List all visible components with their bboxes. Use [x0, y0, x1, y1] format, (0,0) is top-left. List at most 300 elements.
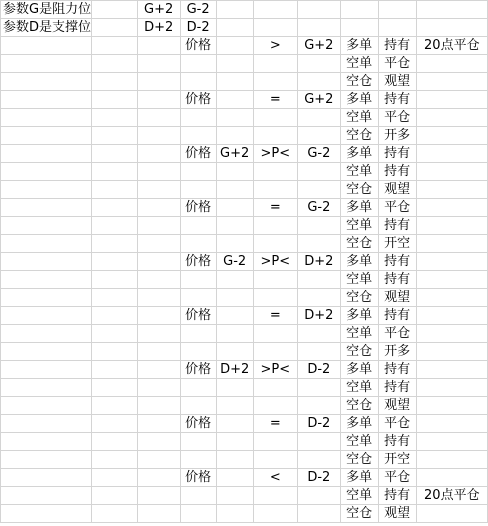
- table-row: [1, 307, 488, 325]
- cell[interactable]: [137, 73, 180, 91]
- cell[interactable]: [216, 163, 253, 181]
- cell[interactable]: [298, 505, 341, 523]
- cell[interactable]: [180, 235, 216, 253]
- cell[interactable]: [416, 397, 487, 415]
- cell[interactable]: [92, 163, 138, 181]
- cell[interactable]: [180, 109, 216, 127]
- cell[interactable]: [1, 55, 92, 73]
- cell[interactable]: [1, 271, 92, 289]
- cell[interactable]: G+2: [216, 145, 253, 163]
- cell[interactable]: [253, 289, 297, 307]
- cell[interactable]: [416, 199, 487, 217]
- cell[interactable]: [378, 1, 416, 19]
- cell[interactable]: [416, 91, 487, 109]
- cell[interactable]: [216, 271, 253, 289]
- cell[interactable]: [298, 397, 341, 415]
- table-row: [1, 325, 488, 343]
- cell[interactable]: [92, 181, 138, 199]
- cell[interactable]: G+2: [137, 1, 180, 19]
- cell[interactable]: D-2: [298, 415, 341, 433]
- cell[interactable]: [1, 37, 92, 55]
- cell[interactable]: [216, 379, 253, 397]
- cell[interactable]: 观望: [378, 289, 416, 307]
- cell[interactable]: [180, 325, 216, 343]
- cell[interactable]: 多单: [340, 253, 378, 271]
- cell[interactable]: [1, 91, 92, 109]
- cell[interactable]: [137, 289, 180, 307]
- cell[interactable]: [216, 397, 253, 415]
- cell[interactable]: [340, 19, 378, 37]
- cell[interactable]: [216, 91, 253, 109]
- cell[interactable]: [416, 145, 487, 163]
- cell[interactable]: [137, 307, 180, 325]
- cell[interactable]: [253, 397, 297, 415]
- cell[interactable]: [137, 505, 180, 523]
- cell[interactable]: =: [253, 307, 297, 325]
- cell[interactable]: [253, 505, 297, 523]
- cell[interactable]: [298, 271, 341, 289]
- cell[interactable]: [92, 343, 138, 361]
- cell[interactable]: [137, 451, 180, 469]
- cell[interactable]: G-2: [298, 145, 341, 163]
- cell[interactable]: [137, 469, 180, 487]
- cell[interactable]: [216, 451, 253, 469]
- cell[interactable]: [298, 217, 341, 235]
- cell[interactable]: [92, 253, 138, 271]
- cell[interactable]: 持有: [378, 253, 416, 271]
- cell[interactable]: 开空: [378, 235, 416, 253]
- cell[interactable]: [180, 217, 216, 235]
- cell[interactable]: [216, 433, 253, 451]
- cell[interactable]: [92, 289, 138, 307]
- cell[interactable]: [1, 325, 92, 343]
- cell[interactable]: [137, 181, 180, 199]
- cell[interactable]: [216, 127, 253, 145]
- cell[interactable]: 价格: [180, 415, 216, 433]
- cell[interactable]: 观望: [378, 181, 416, 199]
- cell[interactable]: [180, 433, 216, 451]
- cell[interactable]: 持有: [378, 361, 416, 379]
- cell[interactable]: 价格: [180, 91, 216, 109]
- cell[interactable]: [253, 127, 297, 145]
- cell[interactable]: 平仓: [378, 109, 416, 127]
- cell[interactable]: [253, 73, 297, 91]
- cell[interactable]: [92, 379, 138, 397]
- cell[interactable]: [416, 73, 487, 91]
- cell[interactable]: D-2: [298, 469, 341, 487]
- cell[interactable]: [253, 451, 297, 469]
- cell[interactable]: 价格: [180, 307, 216, 325]
- cell[interactable]: 多单: [340, 91, 378, 109]
- cell[interactable]: 空单: [340, 271, 378, 289]
- cell[interactable]: [1, 433, 92, 451]
- cell[interactable]: [92, 55, 138, 73]
- table-row: [1, 145, 488, 163]
- table-row: [1, 451, 488, 469]
- cell[interactable]: [416, 469, 487, 487]
- cell[interactable]: [298, 55, 341, 73]
- cell[interactable]: [92, 73, 138, 91]
- cell[interactable]: 空仓: [340, 397, 378, 415]
- cell[interactable]: 持有: [378, 37, 416, 55]
- cell[interactable]: 空单: [340, 163, 378, 181]
- cell[interactable]: [137, 37, 180, 55]
- cell[interactable]: [92, 451, 138, 469]
- cell[interactable]: [416, 109, 487, 127]
- cell[interactable]: G-2: [180, 1, 216, 19]
- cell[interactable]: 空仓: [340, 235, 378, 253]
- cell[interactable]: 空仓: [340, 181, 378, 199]
- cell[interactable]: [216, 73, 253, 91]
- cell[interactable]: 平仓: [378, 325, 416, 343]
- cell[interactable]: =: [253, 415, 297, 433]
- cell[interactable]: [180, 487, 216, 505]
- cell[interactable]: 参数G是阻力位: [1, 1, 92, 19]
- cell[interactable]: [416, 181, 487, 199]
- cell[interactable]: [253, 217, 297, 235]
- cell[interactable]: <: [253, 469, 297, 487]
- cell[interactable]: [1, 181, 92, 199]
- cell[interactable]: [216, 19, 253, 37]
- cell[interactable]: [253, 343, 297, 361]
- cell[interactable]: [298, 1, 341, 19]
- cell[interactable]: [416, 235, 487, 253]
- cell[interactable]: [92, 505, 138, 523]
- cell[interactable]: 持有: [378, 307, 416, 325]
- cell[interactable]: [216, 217, 253, 235]
- cell[interactable]: [298, 163, 341, 181]
- cell[interactable]: 20点平仓: [416, 487, 487, 505]
- cell[interactable]: G+2: [298, 37, 341, 55]
- cell[interactable]: 价格: [180, 253, 216, 271]
- cell[interactable]: [92, 487, 138, 505]
- cell[interactable]: [92, 325, 138, 343]
- cell[interactable]: [137, 163, 180, 181]
- cell[interactable]: [137, 379, 180, 397]
- cell[interactable]: [180, 397, 216, 415]
- cell[interactable]: [1, 505, 92, 523]
- cell[interactable]: [253, 55, 297, 73]
- cell[interactable]: [216, 415, 253, 433]
- cell[interactable]: 多单: [340, 145, 378, 163]
- cell[interactable]: [137, 415, 180, 433]
- cell[interactable]: [92, 37, 138, 55]
- cell[interactable]: [1, 163, 92, 181]
- cell[interactable]: [216, 487, 253, 505]
- cell[interactable]: >: [253, 37, 297, 55]
- cell[interactable]: [416, 379, 487, 397]
- cell[interactable]: [92, 1, 138, 19]
- cell[interactable]: [180, 271, 216, 289]
- cell[interactable]: [298, 379, 341, 397]
- cell[interactable]: [1, 307, 92, 325]
- cell[interactable]: [416, 451, 487, 469]
- table-row: [1, 253, 488, 271]
- cell[interactable]: 观望: [378, 505, 416, 523]
- table-row: [1, 55, 488, 73]
- cell[interactable]: [416, 1, 487, 19]
- cell[interactable]: [253, 1, 297, 19]
- cell[interactable]: [216, 1, 253, 19]
- cell[interactable]: [92, 307, 138, 325]
- cell[interactable]: [92, 415, 138, 433]
- cell[interactable]: [416, 127, 487, 145]
- cell[interactable]: 空仓: [340, 505, 378, 523]
- cell[interactable]: [92, 235, 138, 253]
- cell[interactable]: 空仓: [340, 289, 378, 307]
- cell[interactable]: D+2: [298, 253, 341, 271]
- cell[interactable]: [1, 109, 92, 127]
- cell[interactable]: [1, 415, 92, 433]
- cell[interactable]: G+2: [298, 91, 341, 109]
- cell[interactable]: >P<: [253, 361, 297, 379]
- cell[interactable]: [180, 181, 216, 199]
- cell[interactable]: [137, 433, 180, 451]
- cell[interactable]: 空仓: [340, 73, 378, 91]
- cell[interactable]: 持有: [378, 433, 416, 451]
- cell[interactable]: [92, 433, 138, 451]
- cell[interactable]: 开空: [378, 451, 416, 469]
- cell[interactable]: [1, 343, 92, 361]
- cell[interactable]: 观望: [378, 397, 416, 415]
- cell[interactable]: [216, 181, 253, 199]
- cell[interactable]: [416, 307, 487, 325]
- cell[interactable]: D-2: [298, 361, 341, 379]
- cell[interactable]: [253, 271, 297, 289]
- cell[interactable]: [298, 343, 341, 361]
- cell[interactable]: [298, 73, 341, 91]
- cell[interactable]: [92, 19, 138, 37]
- cell[interactable]: [253, 235, 297, 253]
- table-row: [1, 181, 488, 199]
- cell[interactable]: 空单: [340, 433, 378, 451]
- cell[interactable]: 20点平仓: [416, 37, 487, 55]
- cell[interactable]: [137, 145, 180, 163]
- cell[interactable]: 平仓: [378, 469, 416, 487]
- cell[interactable]: [180, 343, 216, 361]
- cell[interactable]: [416, 505, 487, 523]
- cell[interactable]: [1, 289, 92, 307]
- cell[interactable]: [416, 163, 487, 181]
- cell[interactable]: [92, 199, 138, 217]
- table-row: [1, 235, 488, 253]
- cell[interactable]: [137, 397, 180, 415]
- cell[interactable]: [137, 487, 180, 505]
- cell[interactable]: [416, 325, 487, 343]
- cell[interactable]: [416, 271, 487, 289]
- cell[interactable]: 开多: [378, 127, 416, 145]
- cell[interactable]: [416, 289, 487, 307]
- cell[interactable]: [92, 127, 138, 145]
- cell[interactable]: [137, 325, 180, 343]
- cell[interactable]: >P<: [253, 145, 297, 163]
- cell[interactable]: [1, 235, 92, 253]
- cell[interactable]: [137, 109, 180, 127]
- cell[interactable]: [298, 289, 341, 307]
- cell[interactable]: [92, 91, 138, 109]
- cell[interactable]: [216, 109, 253, 127]
- cell[interactable]: [92, 109, 138, 127]
- cell[interactable]: [137, 235, 180, 253]
- cell[interactable]: [378, 19, 416, 37]
- cell[interactable]: [298, 19, 341, 37]
- cell[interactable]: [1, 469, 92, 487]
- cell[interactable]: [1, 487, 92, 505]
- cell[interactable]: [180, 55, 216, 73]
- cell[interactable]: [92, 361, 138, 379]
- cell[interactable]: [416, 433, 487, 451]
- cell[interactable]: 多单: [340, 37, 378, 55]
- cell[interactable]: [253, 325, 297, 343]
- cell[interactable]: 价格: [180, 361, 216, 379]
- cell[interactable]: [180, 289, 216, 307]
- cell[interactable]: [298, 127, 341, 145]
- cell[interactable]: 持有: [378, 271, 416, 289]
- cell[interactable]: [340, 1, 378, 19]
- cell[interactable]: 开多: [378, 343, 416, 361]
- cell[interactable]: [137, 127, 180, 145]
- cell[interactable]: [137, 55, 180, 73]
- cell[interactable]: 多单: [340, 199, 378, 217]
- cell[interactable]: 空单: [340, 325, 378, 343]
- cell[interactable]: [1, 379, 92, 397]
- cell[interactable]: 多单: [340, 415, 378, 433]
- cell[interactable]: D-2: [180, 19, 216, 37]
- cell[interactable]: [180, 379, 216, 397]
- cell[interactable]: 多单: [340, 361, 378, 379]
- cell[interactable]: D+2: [216, 361, 253, 379]
- cell[interactable]: [298, 451, 341, 469]
- cell[interactable]: [298, 235, 341, 253]
- cell[interactable]: [253, 163, 297, 181]
- cell[interactable]: 价格: [180, 145, 216, 163]
- cell[interactable]: [253, 19, 297, 37]
- cell[interactable]: G-2: [216, 253, 253, 271]
- cell[interactable]: 持有: [378, 487, 416, 505]
- cell[interactable]: G-2: [298, 199, 341, 217]
- cell[interactable]: 参数D是支撑位: [1, 19, 92, 37]
- cell[interactable]: [416, 217, 487, 235]
- cell[interactable]: [180, 73, 216, 91]
- cell[interactable]: [298, 487, 341, 505]
- cell[interactable]: [1, 217, 92, 235]
- cell[interactable]: [1, 253, 92, 271]
- cell[interactable]: [216, 307, 253, 325]
- cell[interactable]: [298, 109, 341, 127]
- cell[interactable]: 空单: [340, 109, 378, 127]
- cell[interactable]: D+2: [298, 307, 341, 325]
- cell[interactable]: [416, 343, 487, 361]
- cell[interactable]: 空单: [340, 487, 378, 505]
- cell[interactable]: [416, 253, 487, 271]
- cell[interactable]: [137, 91, 180, 109]
- cell[interactable]: =: [253, 91, 297, 109]
- cell[interactable]: [216, 37, 253, 55]
- cell[interactable]: [216, 343, 253, 361]
- cell[interactable]: [137, 361, 180, 379]
- cell[interactable]: 空仓: [340, 343, 378, 361]
- cell[interactable]: 空仓: [340, 127, 378, 145]
- cell[interactable]: [253, 181, 297, 199]
- cell[interactable]: [137, 199, 180, 217]
- cell[interactable]: [216, 325, 253, 343]
- cell[interactable]: [180, 163, 216, 181]
- cell[interactable]: [180, 127, 216, 145]
- cell[interactable]: [253, 487, 297, 505]
- cell[interactable]: 空单: [340, 379, 378, 397]
- cell[interactable]: [216, 235, 253, 253]
- cell[interactable]: 空单: [340, 55, 378, 73]
- cell[interactable]: [180, 451, 216, 469]
- cell[interactable]: [92, 145, 138, 163]
- cell[interactable]: 持有: [378, 379, 416, 397]
- cell[interactable]: [253, 379, 297, 397]
- cell[interactable]: [416, 19, 487, 37]
- cell[interactable]: [216, 55, 253, 73]
- cell[interactable]: [216, 469, 253, 487]
- cell[interactable]: [216, 505, 253, 523]
- cell[interactable]: [416, 55, 487, 73]
- cell[interactable]: 持有: [378, 163, 416, 181]
- cell[interactable]: [253, 433, 297, 451]
- cell[interactable]: [416, 361, 487, 379]
- cell[interactable]: 观望: [378, 73, 416, 91]
- cell[interactable]: 空单: [340, 217, 378, 235]
- cell[interactable]: 持有: [378, 91, 416, 109]
- table-row: [1, 1, 488, 19]
- cell[interactable]: [216, 199, 253, 217]
- cell[interactable]: [180, 505, 216, 523]
- cell[interactable]: 空仓: [340, 451, 378, 469]
- cell[interactable]: [92, 271, 138, 289]
- cell[interactable]: 平仓: [378, 199, 416, 217]
- cell[interactable]: [298, 433, 341, 451]
- cell[interactable]: [1, 127, 92, 145]
- cell[interactable]: =: [253, 199, 297, 217]
- cell[interactable]: [253, 109, 297, 127]
- cell[interactable]: 多单: [340, 469, 378, 487]
- cell[interactable]: [1, 397, 92, 415]
- cell[interactable]: 持有: [378, 145, 416, 163]
- cell[interactable]: [137, 217, 180, 235]
- cell[interactable]: [92, 469, 138, 487]
- cell[interactable]: [416, 415, 487, 433]
- cell[interactable]: [1, 451, 92, 469]
- cell[interactable]: 平仓: [378, 415, 416, 433]
- cell[interactable]: [92, 217, 138, 235]
- cell[interactable]: [1, 199, 92, 217]
- cell[interactable]: [1, 361, 92, 379]
- cell[interactable]: 平仓: [378, 55, 416, 73]
- cell[interactable]: [298, 325, 341, 343]
- cell[interactable]: [137, 253, 180, 271]
- cell[interactable]: [1, 145, 92, 163]
- cell[interactable]: 价格: [180, 37, 216, 55]
- cell[interactable]: [1, 73, 92, 91]
- cell[interactable]: [137, 343, 180, 361]
- cell[interactable]: >P<: [253, 253, 297, 271]
- cell[interactable]: [216, 289, 253, 307]
- cell[interactable]: [298, 181, 341, 199]
- cell[interactable]: 价格: [180, 469, 216, 487]
- cell[interactable]: 多单: [340, 307, 378, 325]
- cell[interactable]: [92, 397, 138, 415]
- table-row: [1, 361, 488, 379]
- cell[interactable]: [137, 271, 180, 289]
- cell[interactable]: 价格: [180, 199, 216, 217]
- cell[interactable]: D+2: [137, 19, 180, 37]
- cell[interactable]: 持有: [378, 217, 416, 235]
